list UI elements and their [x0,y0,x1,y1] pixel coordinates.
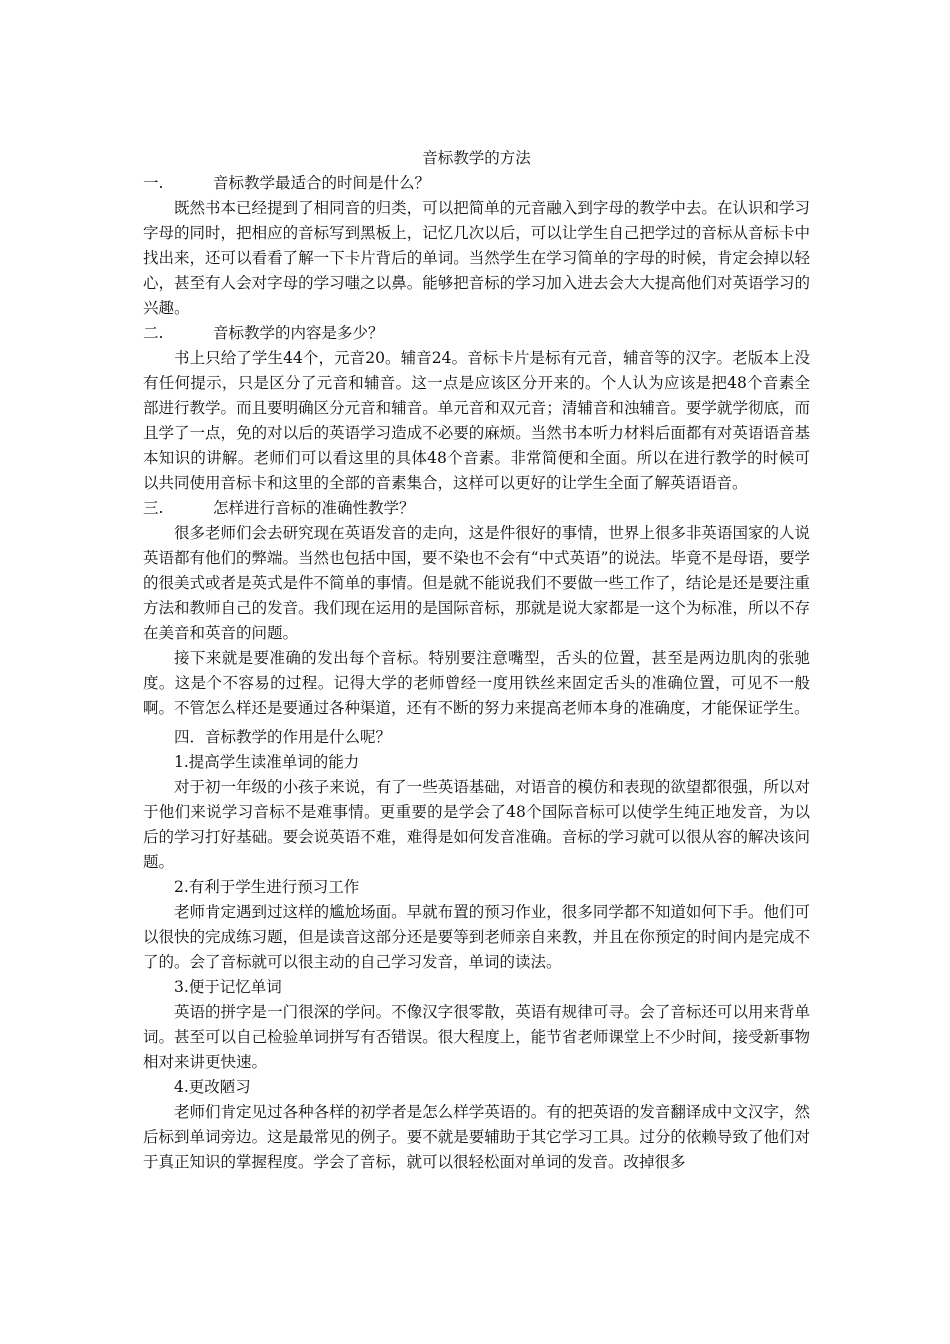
section-title: 音标教学的内容是多少？ [213,324,384,342]
section-number: 一. [143,174,164,192]
section-title: 音标教学最适合的时间是什么？ [213,174,431,192]
paragraph: 英语的拼字是一门很深的学问。不像汉字很零散，英语有规律可寻。会了音标还可以用来背单词。甚至可以自己检验单词拼写有否错误。很大程度上，能节省老师课堂上不少时间，接受新事物相对来讲更快速。 [143,1003,810,1071]
section-title: 四．音标教学的作用是什么呢？ [174,728,392,746]
section-2 [143,321,810,496]
section-number: 二. [143,324,164,342]
subsection-label: 4.更改陋习 [174,1078,251,1096]
subsection-label: 1.提高学生读准单词的能力 [174,753,360,771]
paragraph: 老师肯定遇到过这样的尴尬场面。早就布置的预习作业，很多同学都不知道如何下手。他们可以很快的完成练习题，但是读音这部分还是要等到老师亲自来教，并且在你预定的时间内是完成不了的。会了音标就可以很主动的自己学习发音，单词的读法。 [143,903,810,971]
paragraph: 接下来就是要准确的发出每个音标。特别要注意嘴型，舌头的位置，甚至是两边肌肉的张驰度。这是个不容易的过程。记得大学的老师曾经一度用铁丝来固定舌头的准确位置，可见不一般啊。不管怎么样还是要通过各种渠道，还有不断的努力来提高老师本身的准确度，才能保证学生。 [143,649,810,717]
subsection-label: 3.便于记忆单词 [174,978,282,996]
paragraph: 老师们肯定见过各种各样的初学者是怎么样学英语的。有的把英语的发音翻译成中文汉字，然后标到单词旁边。这是最常见的例子。要不就是要辅助于其它学习工具。过分的依赖导致了他们对于真正知识的掌握程度。学会了音标，就可以很轻松面对单词的发音。改掉很多 [143,1103,810,1171]
paragraph: 对于初一年级的小孩子来说，有了一些英语基础，对语音的模仿和表现的欲望都很强，所以对于他们来说学习音标不是难事情。更重要的是学会了48个国际音标可以使学生纯正地发音，为以后的学习打好基础。要会说英语不难，难得是如何发音准确。音标的学习就可以很从容的解决该问题。 [143,778,810,871]
section-3 [143,496,810,721]
section-title: 怎样进行音标的准确性教学？ [213,499,415,517]
section-4 [143,725,810,1175]
section-heading [143,496,810,521]
section-number: 三. [143,499,164,517]
document-page [143,146,810,1175]
document-title: 音标教学的方法 [422,149,531,167]
paragraph: 很多老师们会去研究现在英语发音的走向，这是件很好的事情，世界上很多非英语国家的人说英语都有他们的弊端。当然也包括中国，要不染也不会有“中式英语”的说法。毕竟不是母语，要学的很美式或者是英式是件不简单的事情。但是就不能说我们不要做一些工作了，结论是还是要注重方法和教师自己的发音。我们现在运用的是国际音标，那就是说大家都是一这个为标准，所以不存在美音和英音的问题。 [143,524,810,642]
paragraph: 既然书本已经提到了相同音的归类，可以把简单的元音融入到字母的教学中去。在认识和学习字母的同时，把相应的音标写到黑板上，记忆几次以后，可以让学生自己把学过的音标从音标卡中找出来，还可以看看了解一下卡片背后的单词。当然学生在学习简单的字母的时候，肯定会掉以轻心，甚至有人会对字母的学习嗤之以鼻。能够把音标的学习加入进去会大大提高他们对英语学习的兴趣。 [143,199,810,317]
section-heading [143,171,810,196]
section-1 [143,171,810,321]
subsection-label: 2.有利于学生进行预习工作 [174,878,360,896]
paragraph: 书上只给了学生44个，元音20。辅音24。音标卡片是标有元音，辅音等的汉字。老版本上没有任何提示，只是区分了元音和辅音。这一点是应该区分开来的。个人认为应该是把48个音素全部进行教学。而且要明确区分元音和辅音。单元音和双元音；清辅音和浊辅音。要学就学彻底，而且学了一点，免的对以后的英语学习造成不必要的麻烦。当然书本听力材料后面都有对英语语音基本知识的讲解。老师们可以看这里的具体48个音素。非常简便和全面。所以在进行教学的时候可以共同使用音标卡和这里的全部的音素集合，这样可以更好的让学生全面了解英语语音。 [143,349,810,492]
section-heading [143,321,810,346]
